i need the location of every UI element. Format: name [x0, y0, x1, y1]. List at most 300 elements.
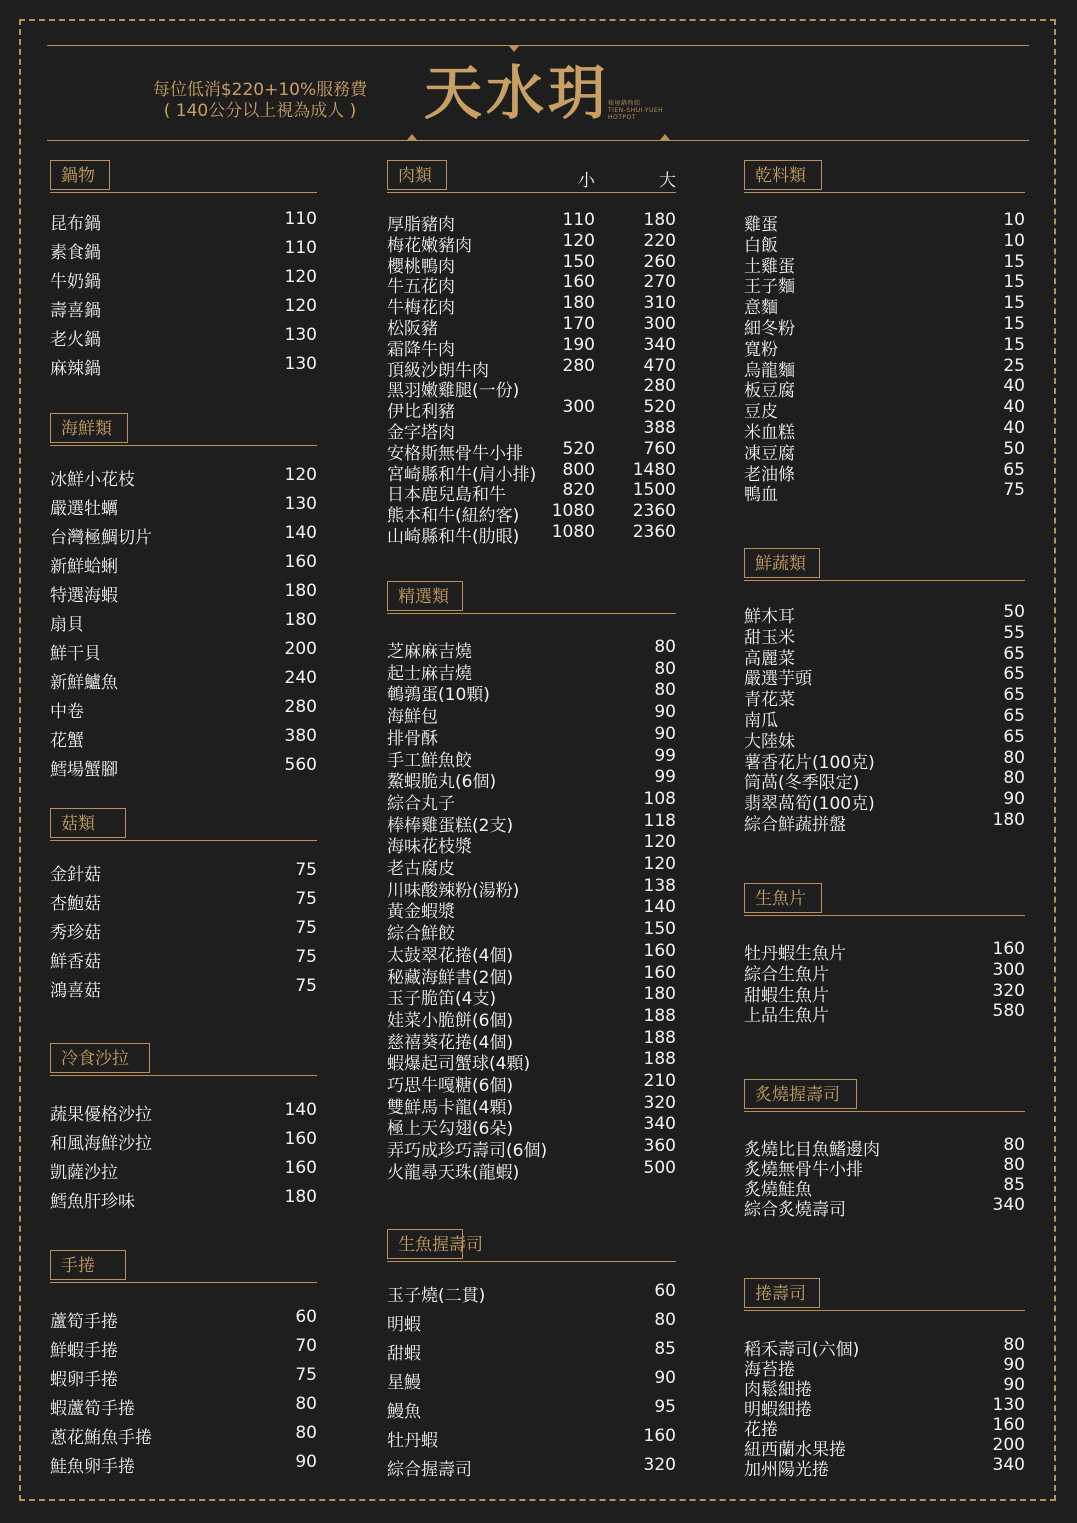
item-price: 40: [1003, 376, 1025, 397]
item-name: 日本鹿兒島和牛: [387, 485, 506, 506]
item-name: 南瓜: [744, 711, 778, 731]
menu-item: [744, 980, 1025, 1006]
menu-item: [387, 680, 676, 706]
menu-item: [50, 1423, 317, 1448]
item-price: 90: [1003, 1355, 1025, 1375]
item-name: 麻辣鍋: [50, 359, 101, 379]
item-price: 75: [295, 947, 317, 967]
section-title: 肉類: [387, 160, 447, 190]
item-name: 海味花枝漿: [387, 837, 472, 858]
menu-item: [387, 1092, 676, 1118]
size-small-label: 小: [578, 171, 595, 191]
item-price-large: 220: [643, 230, 676, 251]
item-name: 凱薩沙拉: [50, 1163, 118, 1183]
menu-item: [744, 789, 1025, 815]
item-price: 130: [284, 494, 317, 514]
menu-item: [387, 522, 676, 547]
menu-item: [387, 854, 676, 879]
item-price: 140: [284, 523, 317, 543]
item-name: 嚴選牡蠣: [50, 499, 118, 519]
menu-item: [387, 314, 676, 339]
item-price: 15: [1003, 334, 1025, 355]
item-price: 15: [1003, 251, 1025, 272]
menu-item: [387, 1157, 676, 1183]
menu-item: [387, 355, 676, 381]
menu-item: [387, 230, 676, 256]
item-name: 花蟹: [50, 731, 84, 751]
item-price: 320: [992, 980, 1025, 1001]
menu-item: [387, 438, 676, 464]
item-price: 65: [1003, 726, 1025, 747]
item-price-large: 180: [643, 210, 676, 230]
item-name: 白飯: [744, 235, 778, 256]
item-price: 160: [643, 1426, 676, 1446]
item-price: 150: [643, 919, 676, 940]
menu-item: [387, 376, 676, 402]
section-header: [744, 1079, 1025, 1112]
menu-item: [387, 501, 676, 527]
item-name: 宮崎縣和牛(肩小排): [387, 464, 537, 485]
item-price: 75: [295, 976, 317, 996]
item-price: 180: [284, 610, 317, 630]
item-price: 110: [284, 209, 317, 229]
menu-item: [744, 355, 1025, 381]
item-name: 山崎縣和牛(肋眼): [387, 527, 520, 547]
item-name: 板豆腐: [744, 381, 795, 402]
item-name: 炙燒比目魚鰭邊肉: [744, 1140, 880, 1160]
menu-item: [744, 418, 1025, 443]
item-name: 起士麻吉燒: [387, 663, 472, 684]
item-price: 75: [295, 1365, 317, 1385]
section-title: 乾料類: [744, 160, 822, 190]
item-price: 118: [643, 810, 676, 831]
item-name: 上品生魚片: [744, 1006, 829, 1027]
menu-item: [744, 810, 1025, 835]
item-price-large: 388: [643, 418, 676, 438]
menu-item: [387, 984, 676, 1010]
item-name: 甜玉米: [744, 627, 795, 648]
item-price: 15: [1003, 314, 1025, 334]
item-name: 鮮木耳: [744, 607, 795, 627]
menu-item: [387, 334, 676, 360]
menu-item: [50, 726, 317, 751]
menu-section: [50, 160, 317, 193]
menu-item: [387, 272, 676, 298]
menu-item: [744, 602, 1025, 627]
item-price: 90: [1003, 1375, 1025, 1395]
section-title: 海鮮類: [50, 413, 128, 443]
item-price-small: 120: [562, 230, 595, 251]
item-name: 鮮香菇: [50, 952, 101, 972]
item-name: 海鮮包: [387, 707, 438, 728]
menu-section: [744, 883, 1025, 916]
item-price: 500: [643, 1157, 676, 1178]
item-name: 凍豆腐: [744, 443, 795, 464]
item-price: 80: [654, 680, 676, 701]
menu-item: [744, 230, 1025, 256]
section-header: [387, 581, 676, 614]
item-name: 鴨血: [744, 485, 778, 506]
menu-item: [744, 1001, 1025, 1027]
item-price: 140: [643, 897, 676, 918]
item-name: 中卷: [50, 702, 84, 722]
item-name: 鰲蝦脆丸(6個): [387, 772, 497, 793]
item-name: 蝦蘆筍手捲: [50, 1399, 135, 1419]
item-price: 300: [992, 959, 1025, 980]
menu-section: [744, 160, 1025, 193]
menu-item: [50, 1129, 317, 1154]
menu-item: [387, 767, 676, 793]
item-name: 和風海鮮沙拉: [50, 1134, 152, 1154]
item-price: 65: [1003, 643, 1025, 664]
menu-item: [387, 788, 676, 814]
menu-item: [50, 1187, 317, 1212]
item-name: 筒萵(冬季限定): [744, 773, 860, 794]
item-price-small: 300: [562, 397, 595, 418]
item-price: 200: [992, 1435, 1025, 1455]
item-name: 手工鮮魚餃: [387, 750, 472, 771]
item-price-large: 2360: [632, 522, 676, 542]
item-price-large: 270: [643, 272, 676, 293]
item-price: 15: [1003, 293, 1025, 314]
header-bottom-line: [47, 140, 1029, 141]
item-price: 560: [284, 755, 317, 775]
item-name: 熊本和牛(紐約客): [387, 506, 520, 527]
item-name: 櫻桃鴨肉: [387, 256, 455, 277]
item-price: 130: [284, 325, 317, 345]
menu-item: [50, 947, 317, 972]
menu-item: [387, 1339, 676, 1364]
size-large-label: 大: [659, 171, 676, 191]
menu-item: [387, 658, 676, 684]
item-name: 蔬果優格沙拉: [50, 1105, 152, 1125]
item-name: 素食鍋: [50, 243, 101, 263]
menu-item: [50, 581, 317, 606]
item-name: 鴻喜菇: [50, 981, 101, 1001]
item-name: 扇貝: [50, 615, 84, 635]
item-price: 210: [643, 1071, 676, 1091]
menu-item: [744, 1135, 1025, 1160]
item-name: 鱈場蟹腳: [50, 760, 118, 780]
menu-item: [50, 296, 317, 321]
menu-item: [387, 745, 676, 771]
item-name: 極上天勾翅(6朵): [387, 1119, 514, 1140]
menu-item: [744, 376, 1025, 402]
item-price-large: 340: [643, 334, 676, 355]
item-name: 花捲: [744, 1420, 778, 1440]
item-name: 鱈魚肝珍味: [50, 1192, 135, 1212]
menu-item: [50, 668, 317, 693]
menu-item: [50, 1100, 317, 1125]
menu-item: [387, 1005, 676, 1031]
item-name: 安格斯無骨牛小排: [387, 443, 523, 464]
item-price-small: 160: [562, 272, 595, 293]
item-price-large: 300: [643, 314, 676, 334]
item-price: 160: [284, 1129, 317, 1149]
menu-item: [744, 622, 1025, 648]
menu-item: [387, 480, 676, 506]
menu-item: [387, 702, 676, 728]
item-price-large: 2360: [632, 501, 676, 522]
item-name: 稻禾壽司(六個): [744, 1340, 860, 1360]
item-price-small: 800: [562, 459, 595, 480]
item-price-small: 520: [562, 438, 595, 459]
menu-item: [50, 1307, 317, 1332]
item-price: 65: [1003, 706, 1025, 726]
item-price: 180: [284, 1187, 317, 1207]
menu-item: [50, 1336, 317, 1361]
item-price: 25: [1003, 355, 1025, 376]
restaurant-logo: 天水玥: [424, 59, 611, 127]
item-name: 王子麵: [744, 277, 795, 298]
menu-item: [744, 272, 1025, 298]
menu-section: [744, 1278, 1025, 1311]
item-price: 188: [643, 1049, 676, 1070]
item-price: 130: [284, 354, 317, 374]
menu-item: [744, 1355, 1025, 1380]
menu-item: [50, 697, 317, 722]
item-price: 360: [643, 1136, 676, 1157]
item-price: 160: [643, 962, 676, 983]
item-price: 240: [284, 668, 317, 688]
menu-item: [744, 1335, 1025, 1360]
item-name: 蝦卵手捲: [50, 1370, 118, 1390]
item-name: 昆布鍋: [50, 214, 101, 234]
header-top-line: [47, 45, 1029, 46]
item-name: 綜合鮮餃: [387, 924, 455, 945]
item-name: 米血糕: [744, 423, 795, 443]
item-name: 杏鮑菇: [50, 894, 101, 914]
header-top-marker: [509, 46, 519, 52]
menu-item: [387, 940, 676, 966]
item-price: 80: [654, 637, 676, 657]
item-price: 85: [654, 1339, 676, 1359]
menu-item: [50, 639, 317, 664]
item-price-large: 470: [643, 355, 676, 376]
item-name: 玉子燒(二貫): [387, 1286, 486, 1306]
menu-section: [387, 581, 676, 614]
section-title: 精選類: [387, 581, 463, 611]
item-name: 巧思牛嘎糖(6個): [387, 1076, 514, 1096]
menu-item: [50, 523, 317, 548]
item-price-small: 280: [562, 355, 595, 376]
item-price: 80: [295, 1394, 317, 1414]
item-price: 60: [654, 1281, 676, 1301]
item-name: 壽喜鍋: [50, 301, 101, 321]
item-name: 炙燒鮭魚: [744, 1180, 812, 1200]
item-price: 320: [643, 1092, 676, 1113]
menu-item: [387, 397, 676, 423]
menu-item: [50, 610, 317, 635]
section-header: [744, 1278, 1025, 1311]
section-title: 鍋物: [50, 160, 110, 190]
menu-item: [744, 939, 1025, 964]
item-price: 120: [643, 854, 676, 874]
menu-item: [387, 1071, 676, 1096]
item-price: 160: [284, 552, 317, 572]
item-price: 15: [1003, 272, 1025, 293]
section-title: 炙燒握壽司: [744, 1079, 857, 1109]
item-price: 280: [284, 697, 317, 717]
section-header: [50, 160, 317, 193]
section-title: 生魚片: [744, 883, 822, 913]
item-name: 老火鍋: [50, 330, 101, 350]
item-name: 伊比利豬: [387, 402, 455, 423]
item-name: 海苔捲: [744, 1360, 795, 1380]
item-price: 160: [992, 1415, 1025, 1435]
menu-item: [744, 438, 1025, 464]
menu-item: [50, 238, 317, 263]
item-name: 翡翠萵筍(100克): [744, 794, 875, 815]
menu-item: [387, 832, 676, 858]
item-price: 65: [1003, 459, 1025, 480]
item-price: 180: [284, 581, 317, 601]
item-price: 160: [284, 1158, 317, 1178]
item-name: 老古腐皮: [387, 859, 455, 879]
menu-item: [387, 875, 676, 901]
menu-item: [744, 768, 1025, 794]
header-bottom-marker: [660, 134, 670, 140]
item-price-large: 280: [643, 376, 676, 397]
section-title: 菇類: [50, 808, 126, 838]
section-header: [50, 1043, 317, 1076]
item-price: 120: [284, 465, 317, 485]
menu-item: [387, 897, 676, 923]
item-name: 星鰻: [387, 1373, 421, 1393]
menu-item: [387, 637, 676, 662]
item-name: 鵪鶉蛋(10顆): [387, 685, 490, 706]
item-price: 108: [643, 788, 676, 809]
menu-item: [744, 459, 1025, 485]
item-name: 台灣極鯛切片: [50, 528, 152, 548]
item-price: 80: [654, 658, 676, 679]
menu-item: [387, 1426, 676, 1451]
item-name: 加州陽光捲: [744, 1460, 829, 1480]
item-price: 75: [295, 889, 317, 909]
menu-item: [744, 210, 1025, 235]
menu-section: [744, 548, 1025, 581]
section-title: 捲壽司: [744, 1278, 820, 1308]
menu-item: [50, 1452, 317, 1477]
item-name: 梅花嫩豬肉: [387, 235, 472, 256]
menu-item: [387, 1049, 676, 1075]
menu-section: [50, 1043, 317, 1076]
item-price: 55: [1003, 622, 1025, 643]
item-price: 580: [992, 1001, 1025, 1022]
menu-item: [744, 1395, 1025, 1420]
item-name: 嚴選芋頭: [744, 669, 812, 690]
menu-item: [387, 1114, 676, 1140]
item-name: 新鮮鱸魚: [50, 673, 118, 693]
item-price: 50: [1003, 438, 1025, 459]
item-price: 90: [654, 723, 676, 744]
menu-item: [50, 1158, 317, 1183]
item-name: 豆皮: [744, 402, 778, 423]
menu-item: [50, 325, 317, 350]
item-price: 140: [284, 1100, 317, 1120]
menu-item: [744, 685, 1025, 711]
menu-item: [744, 334, 1025, 360]
item-name: 牛奶鍋: [50, 272, 101, 292]
menu-item: [50, 267, 317, 292]
menu-section: [387, 160, 676, 193]
item-price: 60: [295, 1307, 317, 1327]
menu-item: [744, 1415, 1025, 1440]
item-price-small: 1080: [551, 501, 595, 522]
menu-item: [387, 459, 676, 485]
item-price-small: 820: [562, 480, 595, 501]
menu-section: [387, 1229, 676, 1262]
item-price: 320: [643, 1455, 676, 1475]
item-price: 90: [654, 702, 676, 723]
item-price: 80: [1003, 768, 1025, 789]
item-price: 80: [1003, 1155, 1025, 1175]
item-name: 芝麻麻吉燒: [387, 642, 472, 662]
item-name: 綜合丸子: [387, 793, 455, 814]
menu-item: [50, 209, 317, 234]
item-name: 紐西蘭水果捲: [744, 1440, 846, 1460]
menu-item: [744, 397, 1025, 423]
item-name: 鰻魚: [387, 1402, 421, 1422]
item-price: 75: [295, 860, 317, 880]
item-price: 40: [1003, 397, 1025, 418]
item-name: 牛五花肉: [387, 277, 455, 298]
item-name: 土雞蛋: [744, 256, 795, 277]
menu-item: [387, 210, 676, 235]
item-name: 蘆筍手捲: [50, 1312, 118, 1332]
item-name: 牡丹蝦: [387, 1431, 438, 1451]
item-name: 高麗菜: [744, 648, 795, 669]
menu-item: [50, 889, 317, 914]
item-price: 50: [1003, 602, 1025, 622]
section-title: 手捲: [50, 1250, 126, 1280]
menu-item: [50, 494, 317, 519]
item-name: 甜蝦生魚片: [744, 985, 829, 1006]
item-name: 玉子脆笛(4支): [387, 989, 497, 1010]
item-price: 65: [1003, 685, 1025, 706]
item-name: 棒棒雞蛋糕(2支): [387, 815, 514, 836]
item-name: 排骨酥: [387, 728, 438, 749]
menu-item: [387, 1368, 676, 1393]
item-name: 鮮蝦手捲: [50, 1341, 118, 1361]
menu-item: [50, 976, 317, 1001]
item-name: 慈禧葵花捲(4個): [387, 1032, 514, 1053]
item-name: 黑羽嫩雞腿(一份): [387, 381, 520, 402]
menu-item: [387, 1455, 676, 1480]
section-header: [744, 160, 1025, 193]
item-name: 松阪豬: [387, 319, 438, 339]
item-price: 75: [1003, 480, 1025, 501]
item-price-large: 520: [643, 397, 676, 418]
menu-item: [50, 860, 317, 885]
item-price: 10: [1003, 210, 1025, 230]
section-header: [744, 883, 1025, 916]
notice-line-2: ( 140公分以上視為成人 ): [163, 101, 357, 121]
item-price-large: 760: [643, 438, 676, 459]
minimum-charge-notice: [130, 80, 390, 122]
item-price: 80: [654, 1310, 676, 1330]
menu-item: [387, 293, 676, 319]
item-name: 金字塔肉: [387, 423, 455, 443]
item-name: 老油條: [744, 464, 795, 485]
menu-item: [744, 1435, 1025, 1460]
item-name: 綜合握壽司: [387, 1460, 472, 1480]
item-name: 鮭魚卵手捲: [50, 1457, 135, 1477]
item-price: 80: [295, 1423, 317, 1443]
menu-section: [744, 1079, 1025, 1112]
item-price: 200: [284, 639, 317, 659]
item-price: 188: [643, 1027, 676, 1048]
